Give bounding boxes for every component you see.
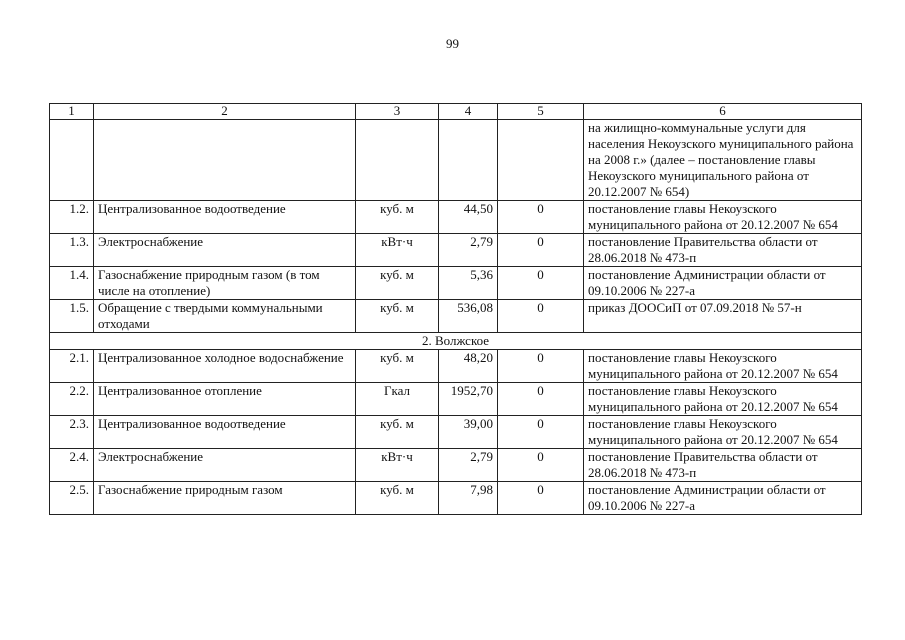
price-value: 536,08 — [439, 300, 498, 333]
row-number: 2.1. — [50, 350, 94, 383]
column-header: 3 — [356, 104, 439, 120]
growth-value: 0 — [498, 416, 584, 449]
unit-of-measure: куб. м — [356, 416, 439, 449]
service-name — [94, 120, 356, 201]
unit-of-measure: куб. м — [356, 300, 439, 333]
table-body — [50, 120, 862, 515]
price-value: 39,00 — [439, 416, 498, 449]
row-number: 1.3. — [50, 234, 94, 267]
section-title: 2. Волжское — [50, 333, 862, 350]
table-row — [50, 482, 862, 515]
column-header: 2 — [94, 104, 356, 120]
service-name: Централизованное холодное водоснабжение — [94, 350, 356, 383]
row-number: 1.4. — [50, 267, 94, 300]
table-row — [50, 449, 862, 482]
legal-basis: постановление Администрации области от 09.10.2006 № 227-а — [584, 267, 862, 300]
price-value — [439, 120, 498, 201]
legal-basis: приказ ДООСиП от 07.09.2018 № 57-н — [584, 300, 862, 333]
unit-of-measure: куб. м — [356, 350, 439, 383]
row-number: 1.5. — [50, 300, 94, 333]
row-number: 2.3. — [50, 416, 94, 449]
legal-basis: постановление главы Некоузского муниципального района от 20.12.2007 № 654 — [584, 201, 862, 234]
unit-of-measure: кВт·ч — [356, 234, 439, 267]
growth-value — [498, 120, 584, 201]
service-name: Централизованное водоотведение — [94, 201, 356, 234]
service-name: Централизованное отопление — [94, 383, 356, 416]
table-row — [50, 201, 862, 234]
unit-of-measure: куб. м — [356, 201, 439, 234]
price-value: 7,98 — [439, 482, 498, 515]
unit-of-measure — [356, 120, 439, 201]
unit-of-measure: куб. м — [356, 482, 439, 515]
table-row — [50, 383, 862, 416]
growth-value: 0 — [498, 234, 584, 267]
table-row — [50, 234, 862, 267]
column-header: 5 — [498, 104, 584, 120]
legal-basis: постановление Администрации области от 09.10.2006 № 227-а — [584, 482, 862, 515]
growth-value: 0 — [498, 449, 584, 482]
section-row — [50, 333, 862, 350]
table-row — [50, 300, 862, 333]
price-value: 2,79 — [439, 234, 498, 267]
unit-of-measure: куб. м — [356, 267, 439, 300]
price-value: 44,50 — [439, 201, 498, 234]
row-number: 1.2. — [50, 201, 94, 234]
price-value: 1952,70 — [439, 383, 498, 416]
table-row — [50, 267, 862, 300]
column-header: 6 — [584, 104, 862, 120]
page-number: 99 — [446, 36, 459, 51]
growth-value: 0 — [498, 482, 584, 515]
legal-basis: постановление главы Некоузского муниципального района от 20.12.2007 № 654 — [584, 416, 862, 449]
growth-value: 0 — [498, 300, 584, 333]
legal-basis: постановление Правительства области от 28.06.2018 № 473-п — [584, 234, 862, 267]
price-value: 2,79 — [439, 449, 498, 482]
price-value: 5,36 — [439, 267, 498, 300]
legal-basis: постановление главы Некоузского муниципального района от 20.12.2007 № 654 — [584, 350, 862, 383]
column-number-row — [50, 104, 862, 120]
column-header: 1 — [50, 104, 94, 120]
tariff-table — [49, 103, 862, 515]
legal-basis: постановление Правительства области от 28.06.2018 № 473-п — [584, 449, 862, 482]
service-name: Газоснабжение природным газом — [94, 482, 356, 515]
column-header: 4 — [439, 104, 498, 120]
growth-value: 0 — [498, 383, 584, 416]
service-name: Электроснабжение — [94, 234, 356, 267]
service-name: Обращение с твердыми коммунальными отходами — [94, 300, 356, 333]
growth-value: 0 — [498, 201, 584, 234]
growth-value: 0 — [498, 350, 584, 383]
row-number — [50, 120, 94, 201]
row-number: 2.4. — [50, 449, 94, 482]
table-row — [50, 350, 862, 383]
service-name: Централизованное водоотведение — [94, 416, 356, 449]
price-value: 48,20 — [439, 350, 498, 383]
table-row — [50, 416, 862, 449]
growth-value: 0 — [498, 267, 584, 300]
row-number: 2.2. — [50, 383, 94, 416]
table-row — [50, 120, 862, 201]
unit-of-measure: кВт·ч — [356, 449, 439, 482]
legal-basis: на жилищно-коммунальные услуги для населения Некоузского муниципального района на 2008 г.» (далее – постановление главы Некоузского муниципального района от 20.12.2007 № 654) — [584, 120, 862, 201]
service-name: Газоснабжение природным газом (в том числе на отопление) — [94, 267, 356, 300]
row-number: 2.5. — [50, 482, 94, 515]
legal-basis: постановление главы Некоузского муниципального района от 20.12.2007 № 654 — [584, 383, 862, 416]
service-name: Электроснабжение — [94, 449, 356, 482]
unit-of-measure: Гкал — [356, 383, 439, 416]
